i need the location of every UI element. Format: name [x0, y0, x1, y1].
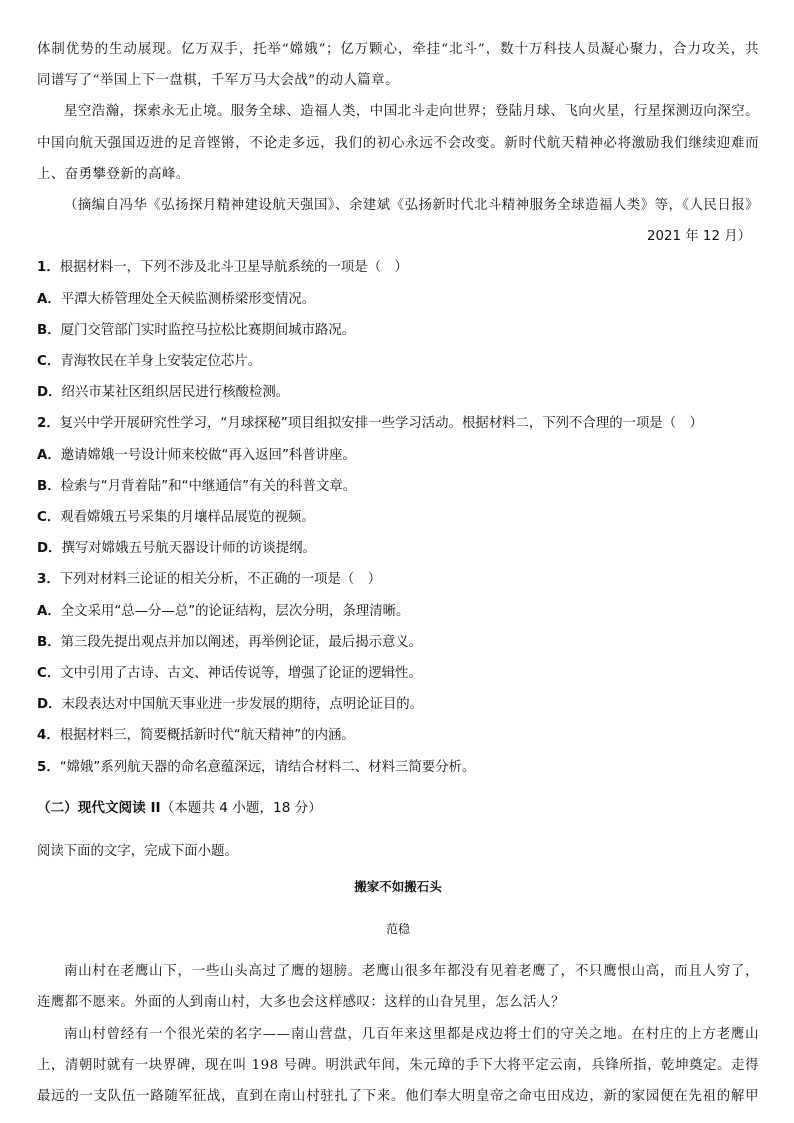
story-line: 最远的一支队伍一路随军征战，直到在南山村驻扎了下来。他们奉大明皇帝之命屯田戍边，新的家园便在先祖的解甲	[37, 1088, 759, 1104]
material3-source: （摘编自冯华《弘扬探月精神建设航天强国》、余建斌《弘扬新时代北斗精神服务全球造福人类》等，《人民日报》	[64, 198, 759, 214]
option-letter: B．	[37, 634, 61, 650]
question-option[interactable]	[37, 502, 759, 533]
section-note: （本题共 4 小题，18 分）	[160, 799, 322, 816]
question-stem	[37, 564, 759, 595]
material3-line: 同谱写了“举国上下一盘棋，千军万马大会战”的动人篇章。	[37, 73, 399, 89]
question-number: 2．	[37, 416, 60, 432]
story-passage	[37, 872, 759, 1113]
option-letter: D．	[37, 541, 62, 557]
option-letter: C．	[37, 666, 61, 682]
option-text: 邀请嫦娥一号设计师来校做“再入返回”科普讲座。	[60, 447, 356, 463]
option-letter: B．	[37, 322, 61, 338]
option-letter: A．	[37, 447, 61, 463]
option-letter: C．	[37, 354, 61, 370]
question-option[interactable]	[37, 627, 759, 658]
question-option[interactable]	[37, 533, 759, 564]
option-text: 观看嫦娥五号采集的月壤样品展览的视频。	[60, 510, 315, 526]
question-option[interactable]	[37, 284, 759, 315]
story-line: 南山村在老鹰山下，一些山头高过了鹰的翅膀。老鹰山很多年都没有见着老鹰了，不只鹰恨山高，而且人穷了，	[64, 964, 759, 980]
story-line: 上，清朝时就有一块界碑，现在叫 198 号碑。明洪武年间，朱元璋的手下大将平定云南，兵锋所指，乾坤奠定。走得	[37, 1057, 759, 1073]
material3-passage	[37, 34, 759, 252]
option-letter: B．	[37, 478, 61, 494]
question-option[interactable]	[37, 377, 759, 408]
question-text: 下列对材料三论证的相关分析，不正确的一项是（ ）	[59, 572, 382, 588]
section-label: （二）现代文阅读 II	[37, 799, 161, 816]
question-number: 1．	[37, 260, 60, 276]
material3-line: 上、奋勇攀登新的高峰。	[37, 166, 190, 182]
question-option[interactable]	[37, 315, 759, 346]
story-line: 连鹰都不愿来。外面的人到南山村，大多也会这样感叹：这样的山旮旯里，怎么活人？	[37, 995, 565, 1011]
question-option[interactable]	[37, 346, 759, 377]
question-stem	[37, 752, 759, 783]
question-stem	[37, 720, 759, 751]
question-option[interactable]	[37, 440, 759, 471]
question-text: 根据材料一，下列不涉及北斗卫星导航系统的一项是（ ）	[59, 260, 408, 276]
story-author: 范稳	[385, 922, 410, 937]
option-text: 厦门交管部门实时监控马拉松比赛期间城市路况。	[60, 322, 356, 338]
question-option[interactable]	[37, 689, 759, 720]
question-option[interactable]	[37, 658, 759, 689]
option-text: 末段表达对中国航天事业进一步发展的期待，点明论证目的。	[61, 697, 424, 713]
option-text: 平潭大桥管理处全天候监测桥梁形变情况。	[60, 291, 316, 307]
section-instruction: 阅读下面的文字，完成下面小题。	[37, 844, 238, 860]
material3-line: 中国向航天强国迈进的足音铿锵，不论走多远，我们的初心永远不会改变。新时代航天精神必将激励我们继续迎难而	[37, 135, 759, 151]
story-title: 搬家不如搬石头	[354, 878, 442, 894]
option-letter: D．	[37, 697, 62, 713]
question-number: 4．	[37, 728, 60, 744]
question-text: 根据材料三，简要概括新时代“航天精神”的内涵。	[59, 728, 355, 744]
option-text: 第三段先提出观点并加以阐述，再举例论证，最后揭示意义。	[60, 634, 423, 650]
question-list	[37, 252, 759, 782]
story-line: 南山村曾经有一个很光荣的名字——南山营盘，几百年来这里都是戍边将士们的守关之地。在村庄的上方老鹰山	[64, 1026, 759, 1042]
option-text: 青海牧民在羊身上安装定位芯片。	[60, 354, 262, 370]
option-text: 文中引用了古诗、古文、神话传说等，增强了论证的逻辑性。	[60, 666, 422, 682]
question-option[interactable]	[37, 596, 759, 627]
question-number: 5．	[37, 759, 60, 775]
option-letter: A．	[37, 291, 61, 307]
material3-line: 体制优势的生动展现。亿万双手，托举“嫦娥”；亿万颗心，牵挂“北斗”，数十万科技人员凝心聚力，合力攻关，共	[37, 42, 759, 57]
document-page	[37, 34, 759, 1112]
material3-line: 星空浩瀚，探索永无止境。服务全球、造福人类，中国北斗走向世界；登陆月球、飞向火星，行星探测迈向深空。	[64, 104, 759, 120]
option-text: 绍兴市某社区组织居民进行核酸检测。	[61, 385, 290, 401]
option-letter: C．	[37, 510, 61, 526]
material3-source-date: 2021 年 12 月）	[646, 229, 751, 245]
question-stem	[37, 408, 759, 439]
question-stem	[37, 252, 759, 283]
question-text: “嫦娥”系列航天器的命名意蕴深远，请结合材料二、材料三简要分析。	[59, 759, 476, 775]
question-number: 3．	[37, 572, 60, 588]
option-text: 撰写对嫦娥五号航天器设计师的访谈提纲。	[61, 541, 316, 557]
question-text: 复兴中学开展研究性学习，“月球探秘”项目组拟安排一些学习活动。根据材料二，下列不合理的一项是（ ）	[59, 416, 703, 432]
section-heading	[37, 793, 759, 823]
option-letter: D．	[37, 385, 62, 401]
question-option[interactable]	[37, 471, 759, 502]
option-text: 检索与“月背着陆”和“中继通信”有关的科普文章。	[60, 478, 357, 494]
option-letter: A．	[37, 603, 61, 619]
option-text: 全文采用“总—分—总”的论证结构，层次分明，条理清晰。	[60, 603, 410, 619]
